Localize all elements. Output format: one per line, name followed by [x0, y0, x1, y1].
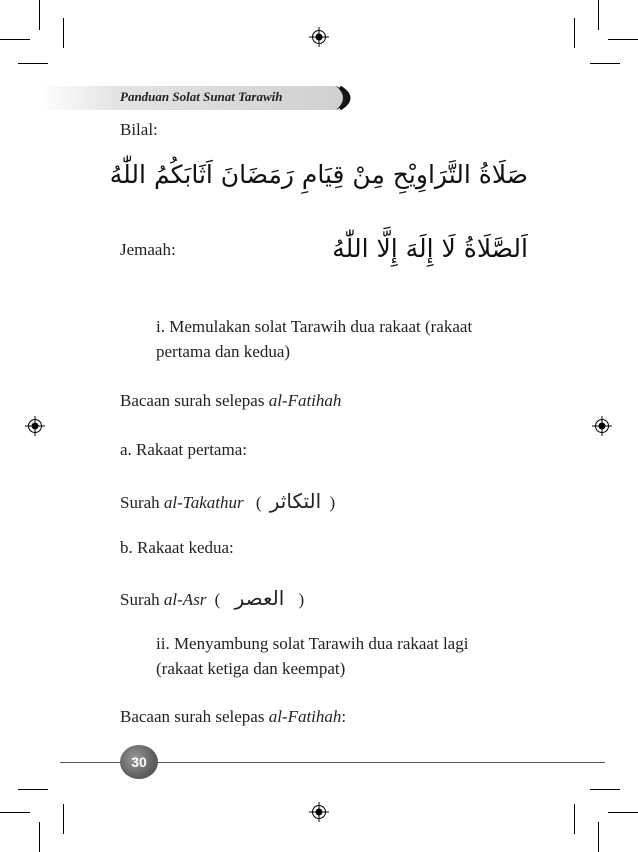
surah-prefix: Surah [120, 590, 164, 609]
open-paren: ( [255, 493, 262, 512]
running-header-title: Panduan Solat Sunat Tarawih [120, 89, 283, 104]
bilal-arabic-text: صَلَاةُ التَّرَاوِيْحِ مِنْ قِيَامِ رَمَضَانَ اَثَابَكُمُ اللّٰهُ [109, 160, 528, 189]
open-paren: ( [214, 590, 221, 609]
surah-takathur-arabic: التكاثر [269, 489, 322, 513]
rakaat-kedua-label: b. Rakaat kedua: [120, 538, 234, 557]
item-i-line-2: pertama dan kedua) [156, 342, 291, 361]
surah-asr-arabic: العصر [234, 586, 285, 610]
bacaan-surah-line-2 [120, 707, 346, 727]
surah-prefix: Surah [120, 493, 164, 512]
registration-mark-icon [592, 416, 612, 436]
close-paren: ) [329, 493, 336, 512]
bacaan-prefix: Bacaan surah selepas [120, 391, 269, 410]
item-ii-line-2: (rakaat ketiga dan keempat) [156, 659, 346, 678]
jemaah-arabic-text: اَلصَّلَاةُ لَا إِلَهَ إِلَّا اللّٰهُ [332, 234, 528, 263]
jemaah-label: Jemaah: [120, 240, 176, 259]
item-ii-line-1: ii. Menyambung solat Tarawih dua rakaat lagi [156, 634, 469, 653]
registration-mark-icon [309, 802, 329, 822]
bacaan-surah-line-1 [120, 391, 341, 411]
bacaan-fatihah: al-Fatihah [268, 707, 342, 726]
surah-asr-name: al-Asr [163, 590, 207, 609]
surah-asr-line [120, 586, 304, 610]
page-number-badge: 30 [120, 745, 158, 779]
registration-mark-icon [25, 416, 45, 436]
surah-takathur-name: al-Takathur [163, 493, 244, 512]
bacaan-fatihah: al-Fatihah [268, 391, 342, 410]
bacaan-prefix: Bacaan surah selepas [120, 707, 269, 726]
surah-takathur-line [120, 489, 335, 513]
item-i-line-1: i. Memulakan solat Tarawih dua rakaat (rakaat [156, 317, 473, 336]
bacaan-colon: : [341, 707, 347, 726]
registration-mark-icon [309, 27, 329, 47]
bilal-label: Bilal: [120, 120, 158, 139]
rakaat-pertama-label: a. Rakaat pertama: [120, 440, 247, 459]
close-paren: ) [298, 590, 305, 609]
